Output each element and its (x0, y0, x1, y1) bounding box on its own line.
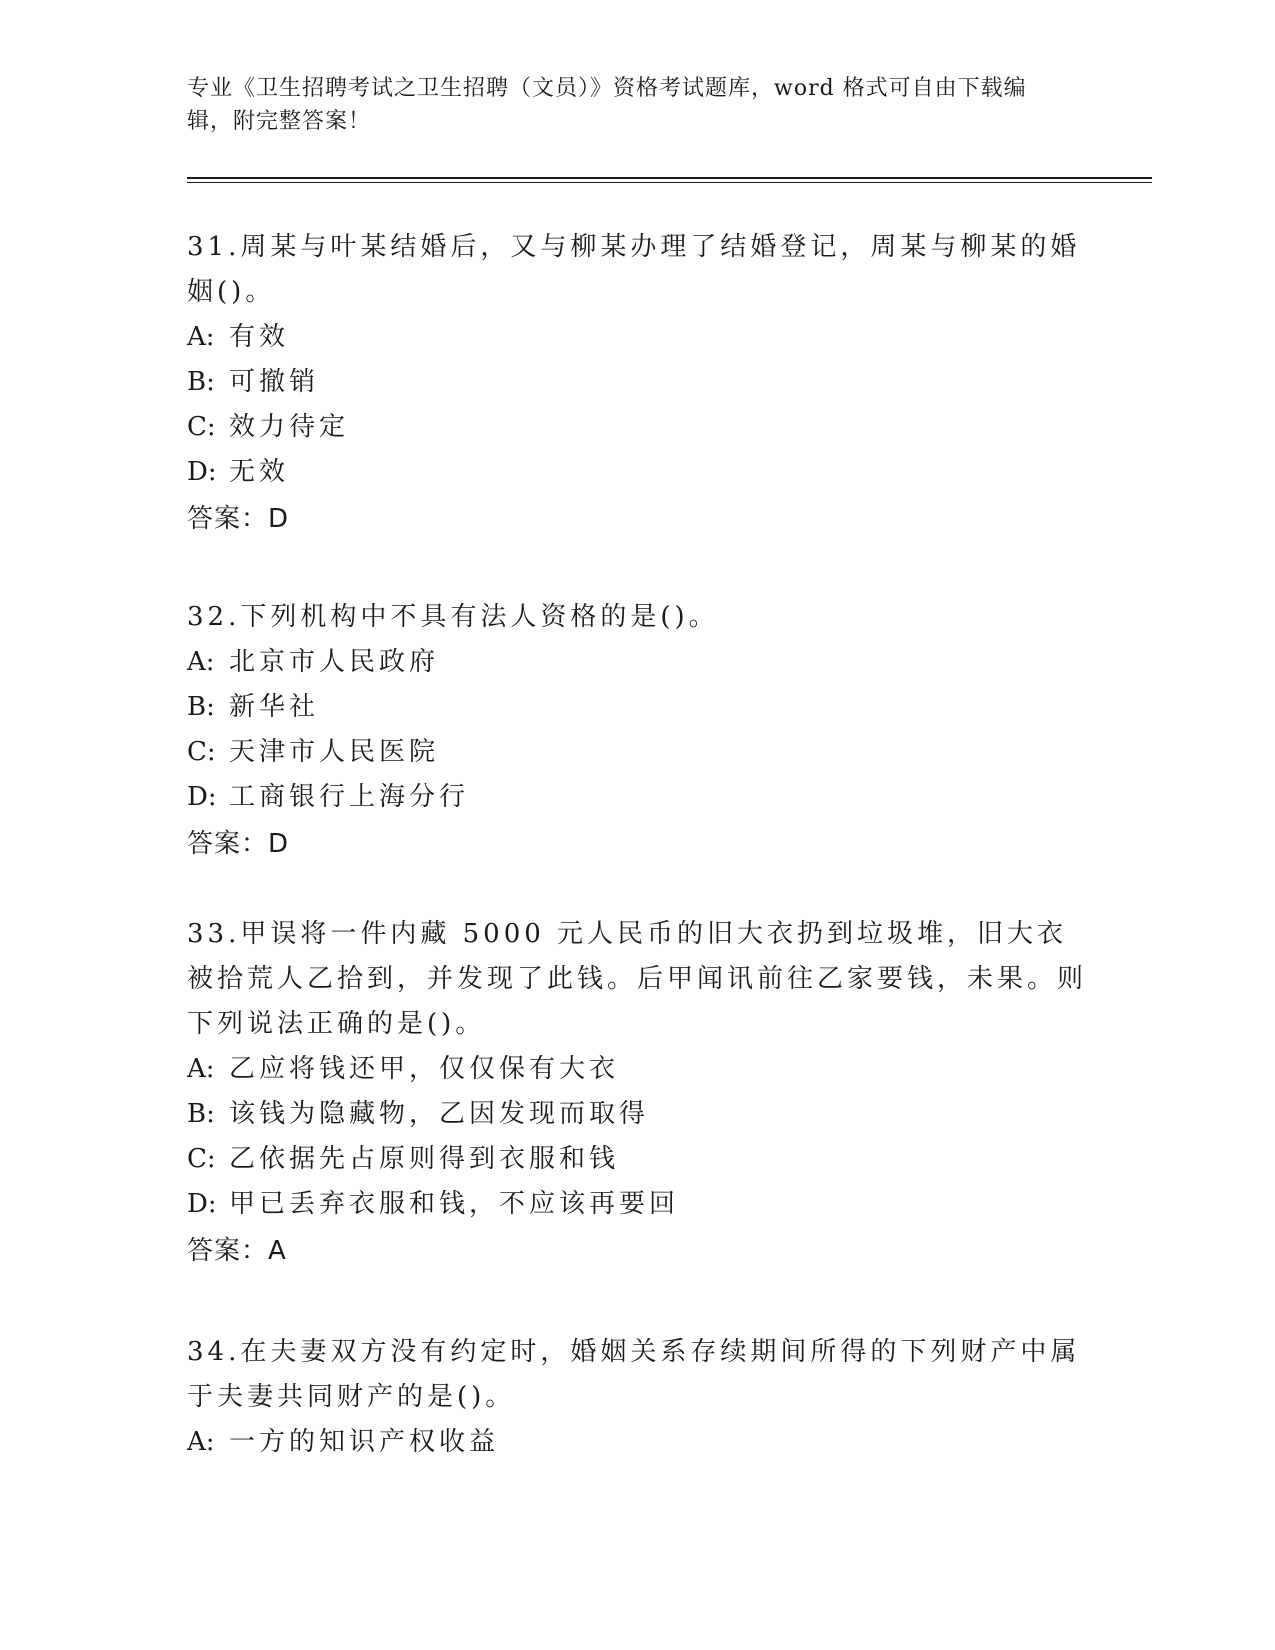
option-text: 天津市人民医院 (229, 737, 440, 767)
option-c (187, 1137, 1087, 1182)
option-text: 无效 (229, 457, 290, 487)
option-text: 新华社 (229, 692, 320, 722)
document-header: 专业《卫生招聘考试之卫生招聘（文员）》资格考试题库，word 格式可自由下载编辑，附完整答案！ (187, 76, 1027, 134)
option-text: 乙依据先占原则得到衣服和钱 (229, 1144, 620, 1174)
option-letter: C: (187, 737, 216, 767)
option-text: 甲已丢弃衣服和钱，不应该再要回 (229, 1189, 680, 1219)
option-letter: A: (187, 647, 215, 677)
option-d (187, 1182, 1087, 1227)
option-b (187, 1092, 1087, 1137)
question-text: 31.周某与叶某结婚后，又与柳某办理了结婚登记，周某与柳某的婚姻()。 (187, 232, 1081, 307)
option-a (187, 315, 1087, 360)
option-letter: B: (187, 692, 215, 722)
question-32 (187, 595, 1087, 867)
option-text: 可撤销 (229, 367, 320, 397)
option-text: 该钱为隐藏物，乙因发现而取得 (229, 1099, 650, 1129)
question-text: 34.在夫妻双方没有约定时，婚姻关系存续期间所得的下列财产中属于夫妻共同财产的是()。 (187, 1337, 1081, 1412)
answer: 答案：A (187, 1236, 287, 1266)
header-divider-thin (187, 182, 1152, 183)
option-letter: C: (187, 1144, 216, 1174)
option-d (187, 775, 1087, 820)
question-text: 32.下列机构中不具有法人资格的是()。 (187, 602, 719, 632)
option-letter: C: (187, 412, 216, 442)
option-b (187, 360, 1087, 405)
option-letter: A: (187, 1427, 215, 1457)
option-letter: D: (187, 1189, 217, 1219)
option-a (187, 1047, 1087, 1092)
question-31 (187, 225, 1087, 542)
option-text: 乙应将钱还甲，仅仅保有大衣 (229, 1054, 620, 1084)
option-letter: A: (187, 322, 215, 352)
option-a (187, 640, 1087, 685)
question-text: 33.甲误将一件内藏 5000 元人民币的旧大衣扔到垃圾堆，旧大衣被拾荒人乙拾到，并发现了此钱。后甲闻讯前往乙家要钱，未果。则下列说法正确的是()。 (187, 919, 1088, 1039)
option-letter: D: (187, 782, 217, 812)
option-d (187, 450, 1087, 495)
option-text: 效力待定 (229, 412, 350, 442)
option-letter: B: (187, 1099, 215, 1129)
question-34 (187, 1330, 1087, 1465)
option-letter: B: (187, 367, 215, 397)
header-divider-thick (187, 177, 1152, 179)
option-letter: A: (187, 1054, 215, 1084)
answer: 答案：D (187, 829, 290, 859)
option-a (187, 1420, 1087, 1465)
option-text: 北京市人民政府 (229, 647, 440, 677)
option-letter: D: (187, 457, 217, 487)
option-c (187, 405, 1087, 450)
answer: 答案：D (187, 504, 290, 534)
option-c (187, 730, 1087, 775)
option-b (187, 685, 1087, 730)
question-33 (187, 912, 1087, 1274)
option-text: 工商银行上海分行 (229, 782, 470, 812)
option-text: 有效 (229, 322, 290, 352)
option-text: 一方的知识产权收益 (229, 1427, 500, 1457)
